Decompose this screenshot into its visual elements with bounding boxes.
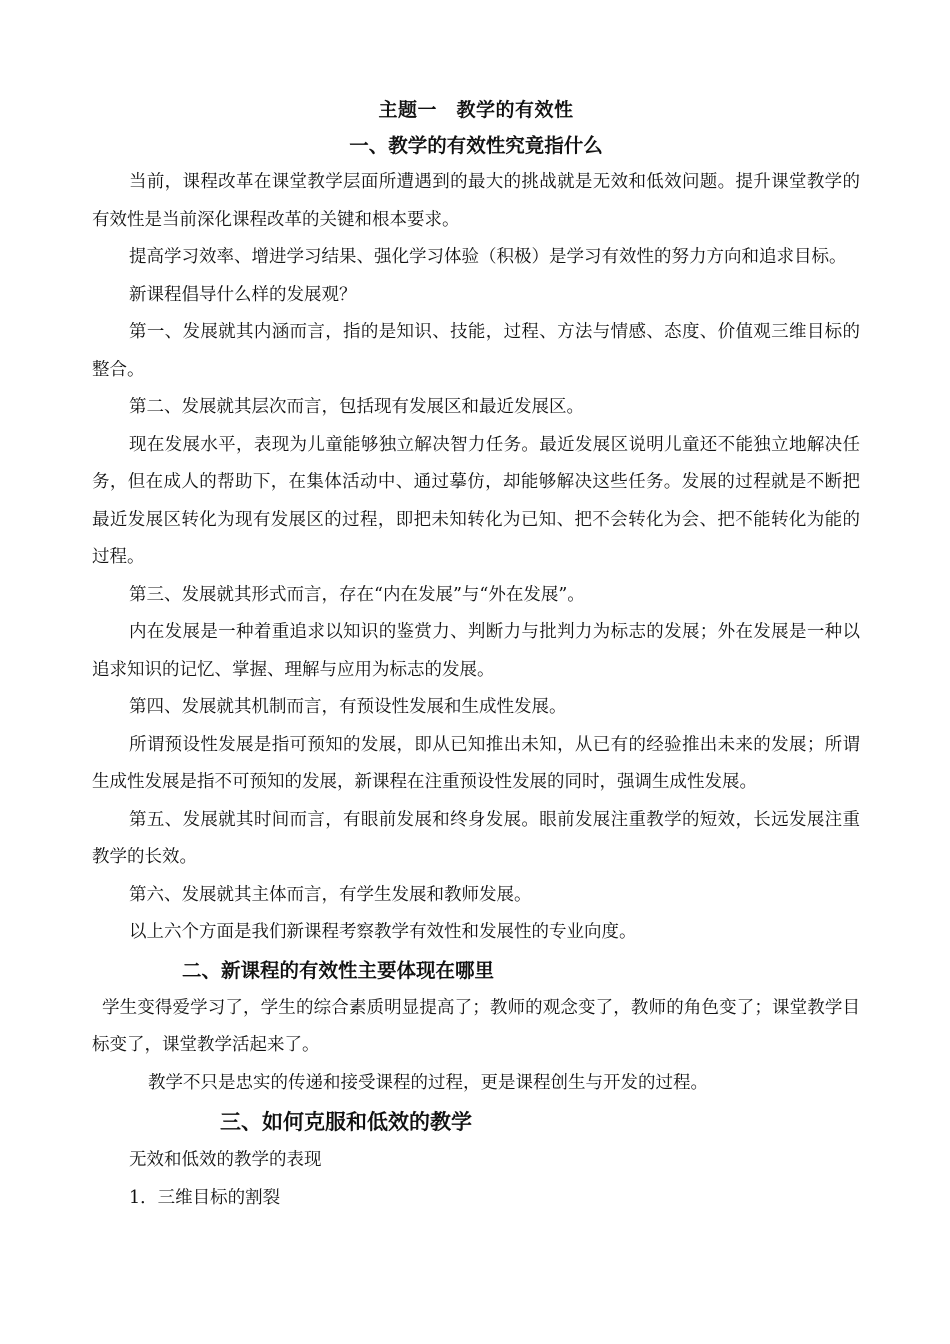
paragraph: 学生变得爱学习了，学生的综合素质明显提高了；教师的观念变了，教师的角色变了；课堂教学目标变了，课堂教学活起来了。 — [92, 997, 860, 1055]
list-item: 1．三维目标的割裂 — [129, 1187, 281, 1208]
paragraph: 提高学习效率、增进学习结果、强化学习体验（积极）是学习有效性的努力方向和追求目标。 — [129, 247, 847, 267]
document-title: 主题一 教学的有效性 — [378, 99, 574, 121]
paragraph: 第二、发展就其层次而言，包括现有发展区和最近发展区。 — [129, 397, 584, 417]
paragraph: 新课程倡导什么样的发展观？ — [129, 284, 357, 305]
paragraph: 无效和低效的教学的表现 — [129, 1150, 322, 1170]
paragraph: 所谓预设性发展是指可预知的发展，即从已知推出未知，从已有的经验推出未来的发展；所谓生成性发展是指不可预知的发展，新课程在注重预设性发展的同时，强调生成性发展。 — [92, 734, 860, 792]
paragraph: 第一、发展就其内涵而言，指的是知识、技能，过程、方法与情感、态度、价值观三维目标的整合。 — [92, 322, 860, 380]
paragraph: 当前，课程改革在课堂教学层面所遭遇到的最大的挑战就是无效和低效问题。提升课堂教学的有效性是当前深化课程改革的关键和根本要求。 — [92, 172, 860, 230]
section-2-heading: 二、新课程的有效性主要体现在哪里 — [182, 958, 495, 982]
paragraph: 内在发展是一种着重追求以知识的鉴赏力、判断力与批判力为标志的发展；外在发展是一种以追求知识的记忆、掌握、理解与应用为标志的发展。 — [92, 622, 860, 680]
paragraph: 第四、发展就其机制而言，有预设性发展和生成性发展。 — [129, 697, 567, 717]
paragraph: 第五、发展就其时间而言，有眼前发展和终身发展。眼前发展注重教学的短效，长远发展注重教学的长效。 — [92, 809, 860, 867]
section-1-heading: 一、教学的有效性究竟指什么 — [349, 134, 603, 157]
paragraph: 教学不只是忠实的传递和接受课程的过程，更是课程创生与开发的过程。 — [148, 1072, 708, 1093]
paragraph: 以上六个方面是我们新课程考察教学有效性和发展性的专业向度。 — [129, 922, 637, 942]
document-page — [92, 92, 860, 1217]
section-3-heading: 三、如何克服和低效的教学 — [220, 1110, 472, 1134]
paragraph: 现在发展水平，表现为儿童能够独立解决智力任务。最近发展区说明儿童还不能独立地解决任务，但在成人的帮助下，在集体活动中、通过摹仿，却能够解决这些任务。发展的过程就是不断把最近发展区转化为现有发展区的过程，即把未知转化为已知、把不会转化为会、把不能转化为能的过程。 — [92, 434, 860, 567]
paragraph: 第三、发展就其形式而言，存在“内在发展”与“外在发展”。 — [129, 584, 585, 605]
paragraph: 第六、发展就其主体而言，有学生发展和教师发展。 — [129, 884, 532, 905]
